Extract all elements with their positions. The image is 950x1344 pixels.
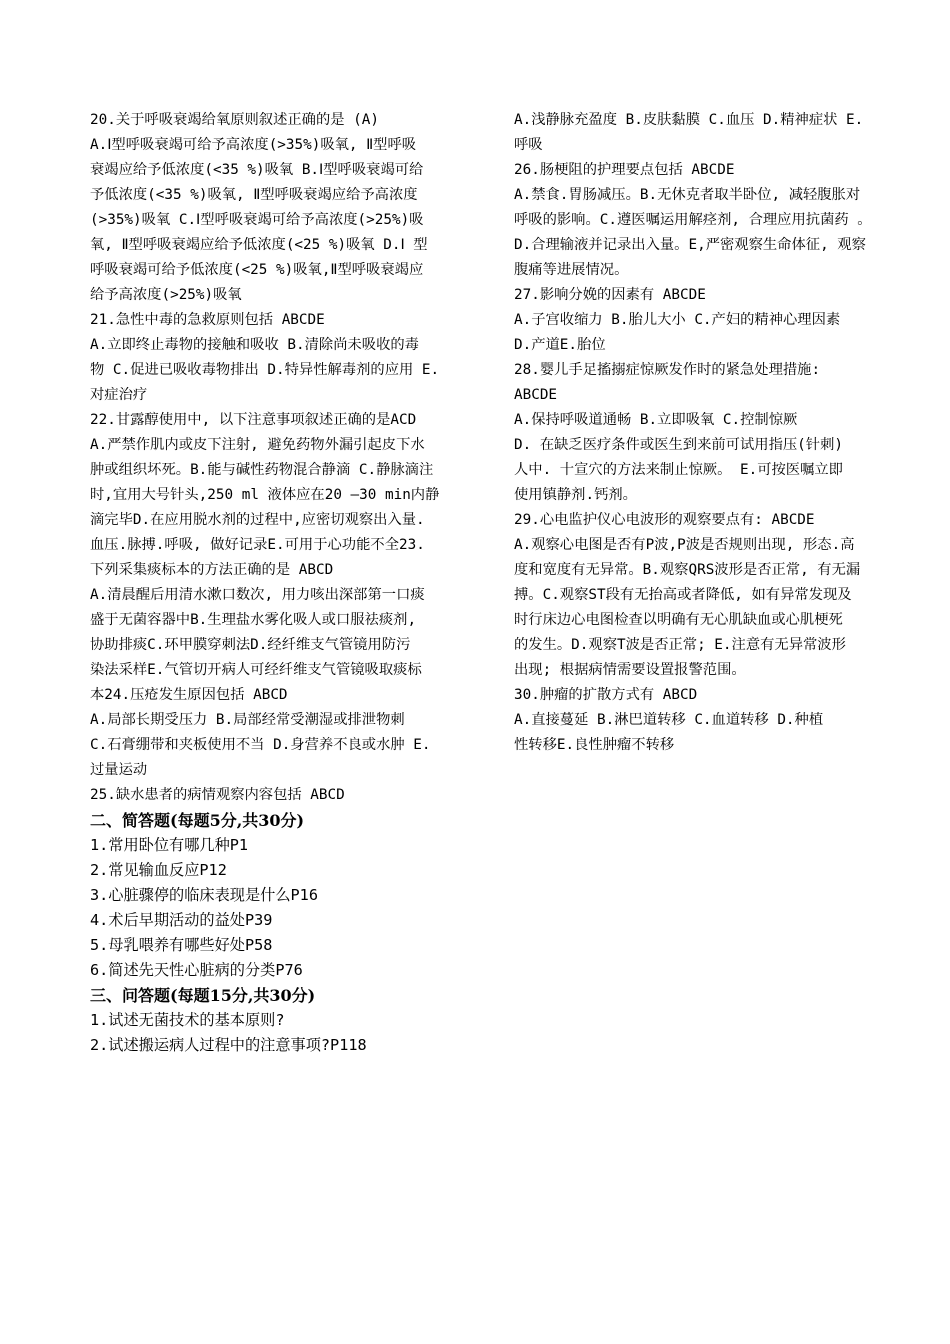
text-line: A.观察心电图是否有P波,P波是否规则出现, 形态.高 bbox=[514, 537, 855, 553]
text-line: 30.肿瘤的扩散方式有 ABCD bbox=[514, 687, 698, 703]
section-heading-short-answer: 二、简答题(每题5分,共30分) bbox=[90, 811, 305, 830]
text-line: 呼吸 bbox=[514, 137, 543, 153]
text-line: 度和宽度有无异常。B.观察QRS波形是否正常, 有无漏 bbox=[514, 562, 861, 578]
text-line: 协助排痰C.环甲膜穿刺法D.经纤维支气管镜用防污 bbox=[90, 637, 411, 653]
text-line: 28.婴儿手足搐搦症惊厥发作时的紧急处理措施: bbox=[514, 362, 821, 378]
text-line: 搏。C.观察ST段有无抬高或者降低, 如有异常发现及 bbox=[514, 587, 852, 603]
left-column bbox=[90, 108, 482, 1058]
section-heading-essay: 三、问答题(每题15分,共30分) bbox=[90, 986, 316, 1005]
text-line: D.合理输液并记录出入量。E,严密观察生命体征, 观察 bbox=[514, 237, 866, 253]
text-line: 29.心电监护仪心电波形的观察要点有: ABCDE bbox=[514, 512, 815, 528]
text-line: 时,宜用大号针头,250 ml 液体应在20 —30 min内静 bbox=[90, 487, 440, 503]
text-line: A.子宫收缩力 B.胎儿大小 C.产妇的精神心理因素 bbox=[514, 312, 841, 328]
text-line: 过量运动 bbox=[90, 762, 148, 778]
text-line: 22.甘露醇使用中, 以下注意事项叙述正确的是ACD bbox=[90, 412, 417, 428]
text-line: 滴完毕D.在应用脱水剂的过程中,应密切观察出入量. bbox=[90, 512, 425, 528]
right-column bbox=[514, 108, 909, 758]
text-line: 出现; 根据病情需要设置报警范围。 bbox=[514, 662, 746, 678]
short-answer-item: 2.常见输血反应P12 bbox=[90, 861, 227, 879]
text-line: 的发生。D.观察T波是否正常; E.注意有无异常波形 bbox=[514, 637, 846, 653]
text-line: A.浅静脉充盈度 B.皮肤黏膜 C.血压 D.精神症状 E. bbox=[514, 112, 864, 128]
text-line: 盛于无菌容器中B.生理盐水雾化吸人或口服祛痰剂, bbox=[90, 612, 417, 628]
text-line: 本24.压疮发生原因包括 ABCD bbox=[90, 687, 288, 703]
text-line: 氧, Ⅱ型呼吸衰竭应给予低浓度(<25 %)吸氧 D.Ⅰ 型 bbox=[90, 237, 428, 253]
text-line: 对症治疗 bbox=[90, 387, 148, 403]
short-answer-item: 1.常用卧位有哪几种P1 bbox=[90, 836, 249, 854]
text-line: 人中. 十宣穴的方法来制止惊厥。 E.可按医嘱立即 bbox=[514, 462, 843, 478]
text-line: 给予高浓度(>25%)吸氧 bbox=[90, 287, 242, 303]
text-line: 染法采样E.气管切开病人可经纤维支气管镜吸取痰标 bbox=[90, 662, 422, 678]
text-line: A.保持呼吸道通畅 B.立即吸氧 C.控制惊厥 bbox=[514, 412, 798, 428]
text-line: ABCDE bbox=[514, 387, 558, 403]
text-line: 25.缺水患者的病情观察内容包括 ABCD bbox=[90, 787, 345, 803]
text-line: A.清晨醒后用清水漱口数次, 用力咳出深部第一口痰 bbox=[90, 587, 425, 603]
text-line: A.禁食.胃肠减压。B.无休克者取半卧位, 减轻腹胀对 bbox=[514, 187, 861, 203]
text-line: A.局部长期受压力 B.局部经常受潮湿或排泄物刺 bbox=[90, 712, 405, 728]
text-line: 27.影响分娩的因素有 ABCDE bbox=[514, 287, 706, 303]
short-answer-item: 5.母乳喂养有哪些好处P58 bbox=[90, 936, 273, 954]
text-line: D.产道E.胎位 bbox=[514, 337, 606, 353]
short-answer-item: 6.简述先天性心脏病的分类P76 bbox=[90, 961, 303, 979]
text-line: 物 C.促进已吸收毒物排出 D.特异性解毒剂的应用 E. bbox=[90, 362, 440, 378]
text-line: (>35%)吸氧 C.Ⅰ型呼吸衰竭可给予高浓度(>25%)吸 bbox=[90, 212, 424, 228]
text-line: A.立即终止毒物的接触和吸收 B.清除尚未吸收的毒 bbox=[90, 337, 419, 353]
text-line: 予低浓度(<35 %)吸氧, Ⅱ型呼吸衰竭应给予高浓度 bbox=[90, 187, 418, 203]
text-line: 呼吸的影响。C.遵医嘱运用解痉剂, 合理应用抗菌药 。 bbox=[514, 212, 872, 228]
text-line: 呼吸衰竭可给予低浓度(<25 %)吸氧,Ⅱ型呼吸衰竭应 bbox=[90, 262, 424, 278]
text-line: 性转移E.良性肿瘤不转移 bbox=[514, 737, 675, 753]
text-line: 下列采集痰标本的方法正确的是 ABCD bbox=[90, 562, 334, 578]
essay-item: 2.试述搬运病人过程中的注意事项?P118 bbox=[90, 1036, 367, 1054]
text-line: A.严禁作肌内或皮下注射, 避免药物外漏引起皮下水 bbox=[90, 437, 425, 453]
text-line: 衰竭应给予低浓度(<35 %)吸氧 B.Ⅰ型呼吸衰竭可给 bbox=[90, 162, 424, 178]
text-line: 时行床边心电图检查以明确有无心肌缺血或心肌梗死 bbox=[514, 612, 843, 628]
text-line: 腹痛等进展情况。 bbox=[514, 262, 629, 278]
text-line: 血压.脉搏.呼吸, 做好记录E.可用于心功能不全23. bbox=[90, 537, 425, 553]
text-line: 肿或组织坏死。B.能与碱性药物混合静滴 C.静脉滴注 bbox=[90, 462, 434, 478]
essay-item: 1.试述无菌技术的基本原则? bbox=[90, 1011, 285, 1029]
text-line: 21.急性中毒的急救原则包括 ABCDE bbox=[90, 312, 325, 328]
text-line: C.石膏绷带和夹板使用不当 D.身营养不良或水肿 E. bbox=[90, 737, 431, 753]
text-line: A.Ⅰ型呼吸衰竭可给予高浓度(>35%)吸氧, Ⅱ型呼吸 bbox=[90, 137, 417, 153]
text-line: 26.肠梗阻的护理要点包括 ABCDE bbox=[514, 162, 735, 178]
text-line: 使用镇静剂.钙剂。 bbox=[514, 487, 637, 503]
text-line: 20.关于呼吸衰竭给氧原则叙述正确的是 (A) bbox=[90, 112, 380, 128]
text-line: A.直接蔓延 B.淋巴道转移 C.血道转移 D.种植 bbox=[514, 712, 824, 728]
text-line: D. 在缺乏医疗条件或医生到来前可试用指压(针刺) bbox=[514, 437, 843, 453]
short-answer-item: 4.术后早期活动的益处P39 bbox=[90, 911, 273, 929]
short-answer-item: 3.心脏骤停的临床表现是什么P16 bbox=[90, 886, 318, 904]
